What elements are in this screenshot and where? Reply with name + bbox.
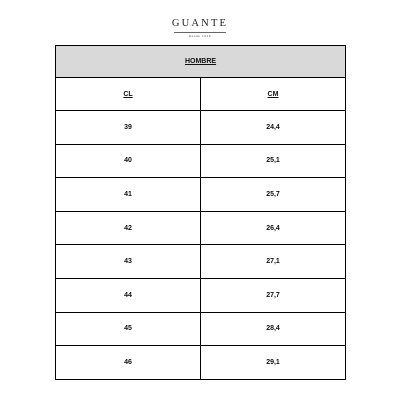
size-cm-cell: 25,7 [201, 178, 346, 212]
size-cl-cell: 41 [56, 178, 201, 212]
size-cm-cell: 24,4 [201, 111, 346, 145]
table-row [56, 245, 346, 279]
size-chart-table [55, 45, 346, 380]
size-cm-cell: 28,4 [201, 312, 346, 346]
brand-logo [0, 18, 400, 38]
logo-divider [174, 32, 226, 33]
table-row [56, 211, 346, 245]
size-cl-cell: 45 [56, 312, 201, 346]
table-row [56, 346, 346, 380]
size-cm-cell: 27,1 [201, 245, 346, 279]
table-header-row [56, 78, 346, 111]
size-cm-cell: 29,1 [201, 346, 346, 380]
table-row [56, 111, 346, 145]
column-header-cm: CM [201, 78, 346, 111]
column-header-cl: CL [56, 78, 201, 111]
brand-name: GUANTE [171, 18, 229, 29]
size-cm-cell: 25,1 [201, 144, 346, 178]
table-title: HOMBRE [56, 46, 346, 78]
size-cl-cell: 39 [56, 111, 201, 145]
size-cl-cell: 40 [56, 144, 201, 178]
size-cl-cell: 46 [56, 346, 201, 380]
table-title-row [56, 46, 346, 78]
size-cl-cell: 42 [56, 211, 201, 245]
size-cl-cell: 44 [56, 278, 201, 312]
table-row [56, 278, 346, 312]
table-row [56, 144, 346, 178]
size-cm-cell: 26,4 [201, 211, 346, 245]
table-row [56, 178, 346, 212]
table-row [56, 312, 346, 346]
size-cl-cell: 43 [56, 245, 201, 279]
size-cm-cell: 27,7 [201, 278, 346, 312]
brand-tagline: Desde 1918 [188, 34, 212, 38]
